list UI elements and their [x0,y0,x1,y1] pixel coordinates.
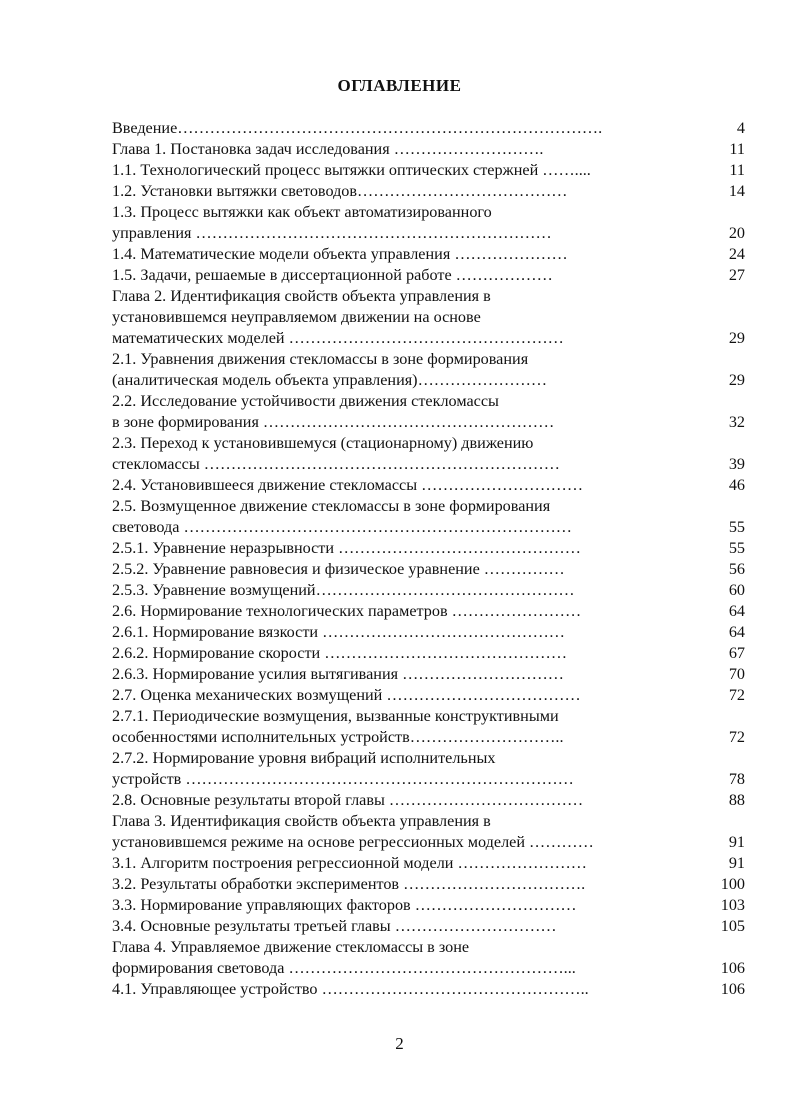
toc-entry-page: 70 [728,665,745,683]
toc-entry [112,664,745,685]
toc-entry-text: установившемся неуправляемом движении на основе [112,308,481,326]
toc-entry [112,790,745,811]
toc-entry-text: Глава 3. Идентификация свойств объекта управления в [112,812,491,830]
toc-entry [112,811,745,832]
toc-entry-text: 2.5.2. Уравнение равновесия и физическое уравнение …………… [112,560,565,578]
toc-entry-page: 32 [728,413,745,431]
toc-entry-text: 2.6.1. Нормирование вязкости ……………………………………… [112,623,565,641]
toc-entry-page: 64 [728,602,745,620]
toc-entry-text: особенностями исполнительных устройств……………………….. [112,728,564,746]
toc-entry-text: устройств ……………………………………………………………… [112,770,574,788]
toc-entry-page: 78 [728,770,745,788]
toc-entry [112,223,745,244]
toc-entry [112,727,745,748]
toc-entry [112,139,745,160]
toc-entry-page: 29 [728,329,745,347]
toc-entry-page: 55 [728,539,745,557]
toc-entry [112,118,745,139]
toc-entry-text: 2.6. Нормирование технологических параметров …………………… [112,602,582,620]
toc-entry-text: 2.6.3. Нормирование усилия вытягивания ………………………… [112,665,564,683]
toc-entry-text: 2.5.1. Уравнение неразрывности ……………………………………… [112,539,581,557]
toc-entry-text: управления ………………………………………………………… [112,224,552,242]
toc-entry-text: 2.5. Возмущенное движение стекломассы в зоне формирования [112,497,551,515]
toc-entry [112,706,745,727]
toc-entry-text: 4.1. Управляющее устройство ………………………………………….. [112,980,589,998]
toc-entry-text: формирования световода ……………………………………………... [112,959,576,977]
toc-entry [112,937,745,958]
toc-entry-page: 46 [728,476,745,494]
toc-entry-page: 11 [729,161,745,179]
toc-entry-text: 2.4. Установившееся движение стекломассы ………………………… [112,476,584,494]
toc-entry [112,370,745,391]
toc-entry [112,769,745,790]
toc-entry-text: математических моделей …………………………………………… [112,329,564,347]
toc-entry [112,181,745,202]
toc-entry [112,454,745,475]
toc-entry [112,559,745,580]
toc-entry [112,958,745,979]
page-title: ОГЛАВЛЕНИЕ [337,76,462,95]
toc-entry-text: световода ……………………………………………………………… [112,518,572,536]
toc-entry-page: 27 [728,266,745,284]
toc-entry [112,538,745,559]
toc-entry-page: 88 [728,791,745,809]
toc-entry-text: установившемся режиме на основе регрессионных моделей ………… [112,833,594,851]
toc-entry [112,517,745,538]
toc-entry-page: 60 [728,581,745,599]
toc-entry [112,412,745,433]
toc-entry-page: 4 [736,119,745,137]
toc-entry-text: Глава 1. Постановка задач исследования ………………………. [112,140,544,158]
toc-entry-text: 3.1. Алгоритм построения регрессионной модели …………………… [112,854,587,872]
toc-entry-text: 2.2. Исследование устойчивости движения стекломассы [112,392,499,410]
toc-entry [112,643,745,664]
toc-entry-text: 1.5. Задачи, решаемые в диссертационной работе ……………… [112,266,553,284]
toc-entry [112,349,745,370]
toc-entry [112,979,745,1000]
toc-entry-text: 3.4. Основные результаты третьей главы ………………………… [112,917,557,935]
toc-entry-text: 2.1. Уравнения движения стекломассы в зоне формирования [112,350,529,368]
toc-entry-text: 2.5.3. Уравнение возмущений………………………………………… [112,581,575,599]
toc-entry [112,895,745,916]
toc-entry-text: 2.7.1. Периодические возмущения, вызванные конструктивными [112,707,559,725]
toc-entry-text: Глава 4. Управляемое движение стекломассы в зоне [112,938,470,956]
toc-entry [112,622,745,643]
toc-entry-page: 91 [728,833,745,851]
toc-entry-text: Введение……………………………………………………………………. [112,119,603,137]
toc-entry [112,328,745,349]
toc-entry-page: 105 [720,917,745,935]
table-of-contents [112,118,745,1000]
toc-entry-text: 1.2. Установки вытяжки световодов………………………………… [112,182,568,200]
toc-entry-text: 2.6.2. Нормирование скорости ……………………………………… [112,644,568,662]
toc-entry [112,307,745,328]
toc-entry [112,244,745,265]
toc-entry [112,748,745,769]
toc-entry [112,832,745,853]
toc-entry-page: 55 [728,518,745,536]
toc-entry-page: 91 [728,854,745,872]
toc-entry [112,916,745,937]
toc-entry-text: 2.7.2. Нормирование уровня вибраций исполнительных [112,749,496,767]
toc-entry-page: 39 [728,455,745,473]
toc-entry [112,580,745,601]
toc-entry-page: 103 [720,896,745,914]
toc-entry-text: 3.3. Нормирование управляющих факторов ………………………… [112,896,577,914]
toc-entry [112,853,745,874]
toc-entry-text: 1.4. Математические модели объекта управления ………………… [112,245,568,263]
toc-entry [112,874,745,895]
toc-entry-text: 2.8. Основные результаты второй главы ……………………………… [112,791,584,809]
toc-entry-text: 3.2. Результаты обработки экспериментов ……………………………. [112,875,586,893]
toc-entry-text: 1.1. Технологический процесс вытяжки оптических стержней …….... [112,161,591,179]
toc-entry-page: 56 [728,560,745,578]
toc-entry-page: 106 [720,959,745,977]
toc-entry-page: 100 [720,875,745,893]
toc-entry [112,496,745,517]
toc-entry [112,685,745,706]
toc-entry-text: стекломассы ………………………………………………………… [112,455,560,473]
toc-entry-text: (аналитическая модель объекта управления)…………………… [112,371,548,389]
toc-entry-page: 72 [728,728,745,746]
toc-entry-page: 29 [728,371,745,389]
toc-entry [112,391,745,412]
toc-entry-page: 20 [728,224,745,242]
toc-entry [112,202,745,223]
toc-entry-page: 64 [728,623,745,641]
toc-entry [112,433,745,454]
toc-entry-text: 2.3. Переход к установившемуся (стационарному) движению [112,434,534,452]
toc-entry-page: 11 [729,140,745,158]
toc-entry-text: 1.3. Процесс вытяжки как объект автоматизированного [112,203,492,221]
toc-entry-page: 24 [728,245,745,263]
toc-entry [112,265,745,286]
toc-entry-page: 106 [720,980,745,998]
toc-entry-page: 72 [728,686,745,704]
toc-entry [112,286,745,307]
toc-entry [112,475,745,496]
toc-entry-text: Глава 2. Идентификация свойств объекта управления в [112,287,491,305]
toc-entry-page: 67 [728,644,745,662]
page-number: 2 [395,1034,404,1053]
toc-entry-text: 2.7. Оценка механических возмущений ……………………………… [112,686,581,704]
toc-entry [112,160,745,181]
toc-entry [112,601,745,622]
toc-entry-text: в зоне формирования ……………………………………………… [112,413,555,431]
toc-entry-page: 14 [728,182,745,200]
